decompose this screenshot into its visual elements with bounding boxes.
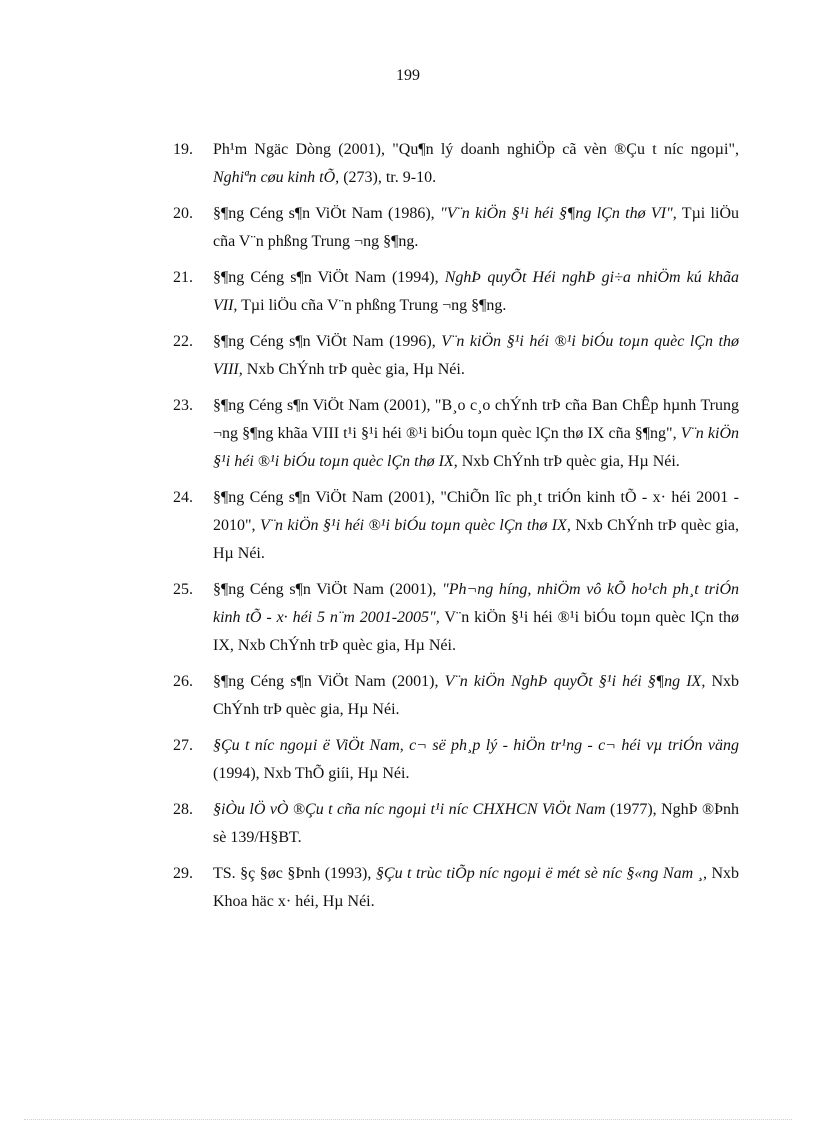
reference-segment: , Nxb Khoa häc x· héi, Hµ Néi. xyxy=(213,865,739,910)
reference-segment: §¶ng Céng s¶n ViÖt Nam (1996), xyxy=(213,333,442,350)
reference-number: 27. xyxy=(173,737,193,754)
reference-segment: §¶ng Céng s¶n ViÖt Nam (2001), "B¸o c¸o chÝnh trÞ cña Ban ChÊp hµnh Trung ¬ng §¶ng khãa VIII t¹i §¹i héi ®¹i biÓu toµn quèc lÇn thø IX cña §¶ng", xyxy=(213,397,739,442)
reference-number: 24. xyxy=(173,489,193,506)
reference-item xyxy=(133,796,739,852)
reference-segment: §¶ng Céng s¶n ViÖt Nam (2001), xyxy=(213,673,445,690)
reference-segment: , Tµi liÖu cña V¨n phßng Trung ¬ng §¶ng. xyxy=(213,205,739,250)
reference-text xyxy=(213,333,739,378)
reference-title-segment: V¨n kiÖn §¹i héi ®¹i biÓu toµn quèc lÇn thø IX xyxy=(213,425,740,470)
reference-number: 21. xyxy=(173,269,193,286)
reference-number: 22. xyxy=(173,333,193,350)
reference-text xyxy=(213,269,739,314)
reference-title-segment: V¨n kiÖn NghÞ quyÕt §¹i héi §¶ng IX, xyxy=(444,673,706,690)
reference-text xyxy=(213,397,739,470)
reference-text xyxy=(213,581,739,654)
reference-text xyxy=(213,205,739,250)
reference-number: 26. xyxy=(173,673,193,690)
reference-number: 29. xyxy=(173,865,193,882)
reference-item xyxy=(133,668,739,724)
reference-item xyxy=(133,484,739,568)
reference-segment: §¶ng Céng s¶n ViÖt Nam (1986), xyxy=(213,205,440,222)
reference-item xyxy=(133,328,739,384)
page-number: 199 xyxy=(396,67,420,84)
page-bottom-rule xyxy=(24,1119,792,1120)
reference-segment: Ph¹m Ngäc Dòng (2001), "Qu¶n lý doanh nghiÖp cã vèn ®Çu t níc ngoµi", xyxy=(213,141,739,158)
reference-number: 28. xyxy=(173,801,193,818)
reference-segment: Nxb ChÝnh trÞ quèc gia, Hµ Néi. xyxy=(213,673,739,718)
reference-text xyxy=(213,737,739,782)
reference-segment: Tµi liÖu cña V¨n phßng Trung ¬ng §¶ng. xyxy=(237,297,507,314)
reference-segment: , Nxb ChÝnh trÞ quèc gia, Hµ Néi. xyxy=(453,453,680,470)
reference-text xyxy=(213,489,739,562)
reference-item xyxy=(133,732,739,788)
reference-segment: V¨n kiÖn §¹i héi ®¹i biÓu toµn quèc lÇn thø IX, Nxb ChÝnh trÞ quèc gia, Hµ Néi. xyxy=(213,609,739,654)
reference-item xyxy=(133,200,739,256)
reference-text xyxy=(213,801,739,846)
reference-title-segment: "Ph¬ng híng, nhiÖm vô kÕ ho¹ch ph¸t triÓn kinh tÕ - x· héi 5 n¨m 2001-2005", xyxy=(213,581,740,626)
reference-text xyxy=(213,865,739,910)
reference-title-segment: §iÒu lÖ vÒ ®Çu t cña níc ngoµi t¹i níc CHXHCN ViÖt Nam xyxy=(213,801,606,818)
reference-number: 23. xyxy=(173,397,193,414)
reference-text xyxy=(213,673,739,718)
reference-title-segment: NghÞ quyÕt Héi nghÞ gi÷a nhiÖm kú khãa VII, xyxy=(213,269,740,314)
reference-number: 20. xyxy=(173,205,193,222)
reference-item xyxy=(133,576,739,660)
reference-segment: TS. §ç §øc §Þnh (1993), xyxy=(213,865,376,882)
reference-item xyxy=(133,264,739,320)
reference-segment: (1994), Nxb ThÕ giíi, Hµ Néi. xyxy=(213,765,410,782)
reference-segment: §¶ng Céng s¶n ViÖt Nam (1994), xyxy=(213,269,445,286)
reference-title-segment: Nghiªn cøu kinh tÕ, xyxy=(213,169,340,186)
reference-text xyxy=(213,141,739,186)
reference-number: 25. xyxy=(173,581,193,598)
reference-item xyxy=(133,136,739,192)
reference-list xyxy=(133,136,739,924)
reference-title-segment: "V¨n kiÖn §¹i héi §¶ng lÇn thø VI" xyxy=(439,205,673,222)
reference-item xyxy=(133,860,739,916)
reference-segment: Nxb ChÝnh trÞ quèc gia, Hµ Néi. xyxy=(242,361,465,378)
reference-number: 19. xyxy=(173,141,193,158)
reference-segment: (273), tr. 9-10. xyxy=(339,169,437,186)
reference-title-segment: §Çu t trùc tiÕp níc ngoµi ë mét sè níc §«ng Nam ¸ xyxy=(375,865,703,882)
reference-segment: Nxb ChÝnh trÞ quèc gia, Hµ Néi. xyxy=(213,517,740,562)
reference-title-segment: §Çu t níc ngoµi ë ViÖt Nam, c¬ së ph¸p lý - hiÖn tr¹ng - c¬ héi vµ triÓn väng xyxy=(213,737,739,754)
reference-title-segment: V¨n kiÖn §¹i héi ®¹i biÓu toµn quèc lÇn thø VIII, xyxy=(213,333,739,378)
reference-segment: (1977), NghÞ ®Þnh sè 139/H§BT. xyxy=(213,801,739,846)
reference-item xyxy=(133,392,739,476)
reference-segment: §¶ng Céng s¶n ViÖt Nam (2001), xyxy=(213,581,442,598)
reference-segment: §¶ng Céng s¶n ViÖt Nam (2001), "ChiÕn lîc ph¸t triÓn kinh tÕ - x· héi 2001 - 2010", xyxy=(213,489,739,534)
reference-title-segment: V¨n kiÖn §¹i héi ®¹i biÓu toµn quèc lÇn thø IX, xyxy=(259,517,571,534)
